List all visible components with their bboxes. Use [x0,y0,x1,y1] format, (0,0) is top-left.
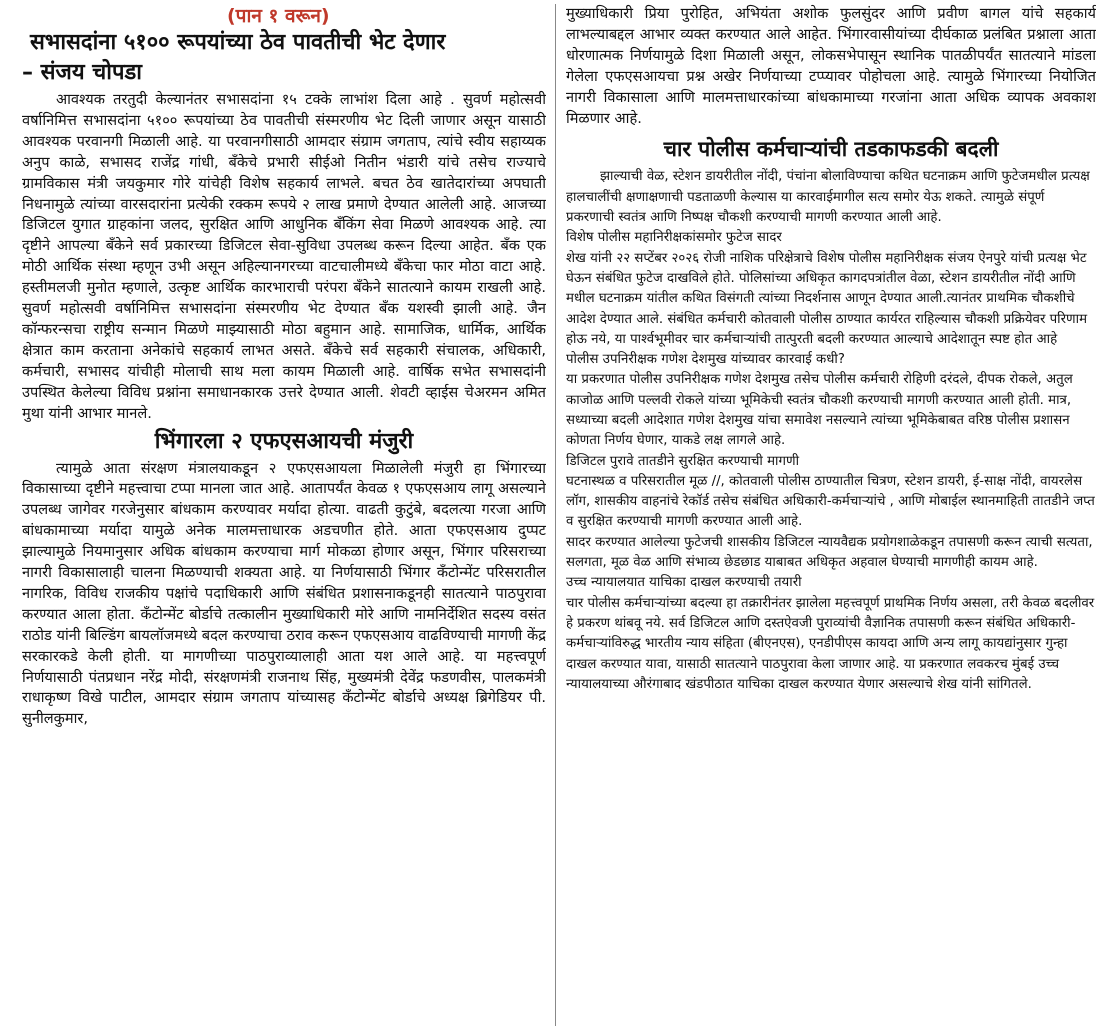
article-police-body [566,167,1096,695]
headline-line-1: सभासदांना ५१०० रूपयांच्या ठेव पावतीची भेट देणार [30,30,446,55]
continued-label: (पान १ वरून) [227,5,330,27]
paragraph: या प्रकरणात पोलीस उपनिरीक्षक गणेश देशमुख तसेच पोलीस कर्मचारी रोहिणी दरंदले, दीपक रोकले, अतुल काजोळ आणि पल्लवी रोकले यांच्या भूमिकेची स्वतंत्र चौकशी करण्याची मागणी करण्यात आली होती. मात्र, सध्याच्या बदली आदेशात गणेश देशमुख यांचा समावेश नसल्याने त्यांच्या भूमिकेबाबत वरिष्ठ पोलीस प्रशासन कोणता निर्णय घेणार, याकडे लक्ष लागले आहे. [566,372,1073,449]
subheading: विशेष पोलीस महानिरीक्षकांसमोर फुटेज सादर [566,230,782,246]
paragraph: सादर करण्यात आलेल्या फुटेजची शासकीय डिजिटल न्यायवैद्यक प्रयोगशाळेकडून तपासणी करून त्याची सत्यता, सलगता, मूळ वेळ आणि संभाव्य छेडछाड याबाबत अधिकृत अहवाल घेण्याची मागणीही कायम आहे. [566,534,1093,571]
article-fsi-continued: मुख्याधिकारी प्रिया पुरोहित, अभियंता अशोक फुलसुंदर आणि प्रवीण बागल यांचे सहकार्य लाभल्याबद्दल आभार व्यक्त करण्यात आले आहेत. भिंगारवासीयांच्या दीर्घकाळ प्रलंबित प्रश्नाला आता धोरणात्मक निर्णयामुळे दिशा मिळाली असून, लोकसभेपासून स्थानिक पातळीपर्यंत सातत्याने मांडला गेलेला एफएसआयचा प्रश्न अखेर निर्णयाच्या टप्प्यावर पोहोचला आहे. त्यामुळे भिंगारच्या नियोजित नागरी विकासाला आणि मालमत्ताधारकांच्या बांधकामाच्या गरजांना आता अधिक व्यापक अवकाश मिळणार आहे. [566,5,1096,127]
headline-deposit-gift [22,28,546,88]
column-divider [555,4,556,1026]
right-column [566,0,1096,1030]
paragraph: झाल्याची वेळ, स्टेशन डायरीतील नोंदी, पंचांना बोलाविण्याचा कथित घटनाक्रम आणि फुटेजमधील प्रत्यक्ष हालचालींची क्षणाक्षणाची पडताळणी केल्यास या कारवाईमागील सत्य समोर येऊ शकते. त्यामुळे संपूर्ण प्रकरणाची स्वतंत्र आणि निष्पक्ष चौकशी करण्याची मागणी करण्यात आली आहे. [566,169,1090,226]
paragraph: घटनास्थळ व परिसरातील मूळ //, कोतवाली पोलीस ठाण्यातील चित्रण, स्टेशन डायरी, ई-साक्ष नोंदी, वायरलेस लॉग, शासकीय वाहनांचे रेकॉर्ड तसेच संबंधित अधिकारी-कर्मचाऱ्यांचे , आणि मोबाईल स्थानमाहिती तातडीने जप्त व सुरक्षित करण्याची मागणी करण्यात आली आहे. [566,473,1095,530]
headline-fsi-approval: भिंगारला २ एफएसआयची मंजुरी [154,428,414,454]
article-deposit-body: आवश्यक तरतुदी केल्यानंतर सभासदांना १५ टक्के लाभांश दिला आहे . सुवर्ण महोत्सवी वर्षानिमित्त सभासदांना ५१०० रूपयांच्या ठेव पावतीची संस्मरणीय भेट दिली जाणार असून यासाठी आवश्यक परवानगी मिळाली आहे. या परवानगीसाठी आमदार संग्राम जगताप, त्यांचे स्वीय सहाय्यक अनुप काळे, सभासद राजेंद्र गांधी, बँकेचे प्रभारी सीईओ नितीन भंडारी यांचे तसेच राज्याचे ग्रामविकास मंत्री जयकुमार गोरे यांचेही विशेष सहकार्य लाभले. बचत ठेव खातेदारांच्या अपघाती निधनामुळे त्यांच्या वारसदारांना प्रत्येकी रक्कम रूपये २ लाख प्रमाणे देण्यात आलेली आहे. आजच्या डिजिटल युगात ग्राहकांना जलद, सुरक्षित आणि आधुनिक बँकिंग सेवा मिळणे आवश्यक आहे. त्या दृष्टीने आपल्या बँकेने सर्व प्रकारच्या डिजिटल सेवा-सुविधा उपलब्ध करून दिल्या आहेत. बँक एक मोठी आर्थिक संस्था म्हणून उभी असून अहिल्यानगरच्या वाटचालीमध्ये बँकेचा फार मोठा वाटा आहे. हस्तीमलजी मुनोत म्हणाले, उत्कृष्ट आर्थिक कारभाराची परंपरा बँकेने सातत्याने कायम राखली आहे. सुवर्ण महोत्सवी वर्षानिमित्त सभासदांना संस्मरणीय भेट देण्यात बँक यशस्वी झाली आहे. जैन कॉन्फरन्सचा राष्ट्रीय सन्मान मिळणे माझ्यासाठी मोठा बहुमान आहे. सामाजिक, धार्मिक, आर्थिक क्षेत्रात काम करताना अनेकांचे सहकार्य लाभत असते. बँकेचे सर्व सहकारी संचालक, अधिकारी, कर्मचारी, सभासद यांचीही मोलाची साथ मला कायम मिळाली आहे. वार्षिक सभेत सभासदांनी उपस्थित केलेल्या विविध प्रश्नांना समाधानकारक उत्तरे देण्यात आली. शेवटी व्हाईस चेअरमन अमित मुथा यांनी आभार मानले. [22,91,546,422]
headline-police-transfer: चार पोलीस कर्मचाऱ्यांची तडकाफडकी बदली [663,137,999,162]
subheading: उच्च न्यायालयात याचिका दाखल करण्याची तयारी [566,575,802,591]
article-fsi-body: त्यामुळे आता संरक्षण मंत्रालयाकडून २ एफएसआयला मिळालेली मंजुरी हा भिंगारच्या विकासाच्या दृष्टीने महत्त्वाचा टप्पा मानला जात आहे. आतापर्यंत केवळ १ एफएसआय लागू असल्याने उपलब्ध जागेवर गरजेनुसार बांधकाम करण्यावर मर्यादा होत्या. वाढती कुटुंबे, बदलत्या गरजा आणि बांधकामाच्या मर्यादा यामुळे अनेक मालमत्ताधारक अडचणीत होते. आता एफएसआय दुप्पट झाल्यामुळे नियमानुसार अधिक बांधकाम करण्याचा मार्ग मोकळा होणार असून, भिंगार परिसराच्या नागरी विकासालाही चालना मिळण्याची शक्यता आहे. या निर्णयासाठी भिंगार कँटोन्मेंट परिसरातील नागरिक, विविध राजकीय पक्षांचे पदाधिकारी आणि संबंधित प्रशासनाकडूनही सातत्याने पाठपुरावा करण्यात आला होता. कँटोन्मेंट बोर्डाचे तत्कालीन मुख्याधिकारी मोरे आणि नामनिर्देशित सदस्य वसंत राठोड यांनी बिल्डिंग बायलॉजमध्ये बदल करण्याचा ठराव करून एफएसआय वाढविण्याची मागणी केंद्र सरकारकडे केली होती. या मागणीच्या पाठपुराव्यालाही आता यश आले आहे. या महत्त्वपूर्ण निर्णयासाठी पंतप्रधान नरेंद्र मोदी, संरक्षणमंत्री राजनाथ सिंह, मुख्यमंत्री देवेंद्र फडणवीस, पालकमंत्री राधाकृष्ण विखे पाटील, आमदार संग्राम जगताप यांच्यासह कँटोन्मेंट बोर्डाचे अध्यक्ष ब्रिगेडियर पी. सुनीलकुमार, [22,459,546,728]
subheading: पोलीस उपनिरीक्षक गणेश देशमुख यांच्यावर कारवाई कधी? [566,352,845,368]
left-column [22,0,546,1030]
subheading: डिजिटल पुरावे तातडीने सुरक्षित करण्याची मागणी [566,453,800,469]
headline-line-2: – संजय चोपडा [22,60,142,85]
paragraph: शेख यांनी २२ सप्टेंबर २०२६ रोजी नाशिक परिक्षेत्राचे विशेष पोलीस महानिरीक्षक संजय ऐनपुरे यांची प्रत्यक्ष भेट घेऊन संबंधित फुटेज दाखविले होते. पोलिसांच्या अधिकृत कागदपत्रांतील वेळा, स्टेशन डायरीतील नोंदी आणि मधील घटनाक्रम यांतील कथित विसंगती त्यांच्या निदर्शनास आणून देण्यात आली.त्यानंतर प्राथमिक चौकशीचे आदेश देण्यात आले. संबंधित कर्मचारी कोतवाली पोलीस ठाण्यात कार्यरत राहिल्यास चौकशी प्रक्रियेवर परिणाम होऊ नये, या पार्श्वभूमीवर चार कर्मचाऱ्यांची तात्पुरती बदली करण्यात आल्याचे आदेशातून स्पष्ट होत आहे [566,250,1088,347]
paragraph: चार पोलीस कर्मचाऱ्यांच्या बदल्या हा तक्रारीनंतर झालेला महत्त्वपूर्ण प्राथमिक निर्णय असला, तरी केवळ बदलीवर हे प्रकरण थांबवू नये. सर्व डिजिटल आणि दस्तऐवजी पुराव्यांची वैज्ञानिक तपासणी करून संबंधित अधिकारी-कर्मचाऱ्यांविरुद्ध भारतीय न्याय संहिता (बीएनएस), एनडीपीएस कायदा आणि अन्य लागू कायद्यांनुसार गुन्हा दाखल करण्यात यावा, यासाठी सातत्याने पाठपुरावा केला जाणार आहे. या प्रकरणात लवकरच मुंबई उच्च न्यायालयाच्या औरंगाबाद खंडपीठात याचिका दाखल करण्यात येणार असल्याचे शेख यांनी सांगितले. [566,595,1095,692]
